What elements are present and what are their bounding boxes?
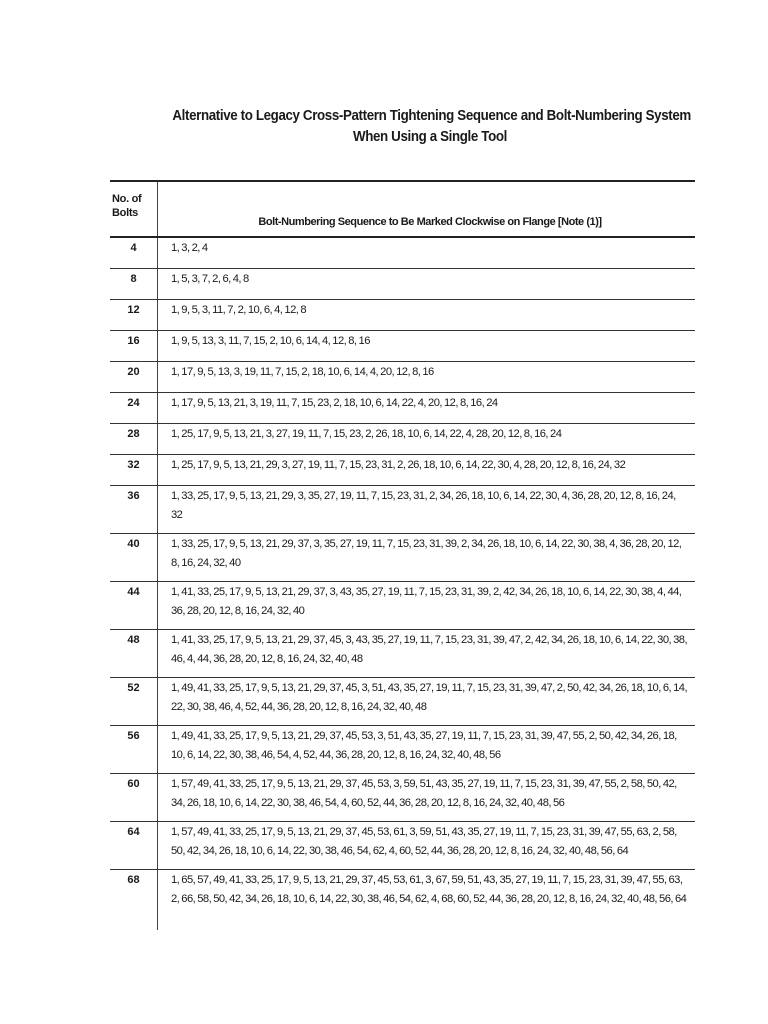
table-row [110,238,695,269]
bolt-sequence: 1, 33, 25, 17, 9, 5, 13, 21, 29, 37, 3, 35, 27, 19, 11, 7, 15, 23, 31, 39, 2, 34, 26, 18, 10, 6, 14, 22, 30, 38, 4, 36, 28, 20, 12, 8, 16, 24, 32, 40 [171,538,682,569]
bolt-count: 12 [110,300,158,330]
bolt-sequence: 1, 57, 49, 41, 33, 25, 17, 9, 5, 13, 21, 29, 37, 45, 53, 61, 3, 59, 51, 43, 35, 27, 19, 11, 7, 15, 23, 31, 39, 47, 55, 63, 2, 58, 50, 42, 34, 26, 18, 10, 6, 14, 22, 30, 38, 46, 54, 62, 4, 60, 52, 44, 36, 28, 20, 12, 8, 16, 24, 32, 40, 48, 56, 64 [171,826,677,857]
title-line-1: Alternative to Legacy Cross-Pattern Tightening Sequence and Bolt-Numbering System [172,108,691,124]
table-row [110,424,695,455]
bolt-sequence: 1, 25, 17, 9, 5, 13, 21, 29, 3, 27, 19, 11, 7, 15, 23, 31, 2, 26, 18, 10, 6, 14, 22, 30, 4, 28, 20, 12, 8, 16, 24, 32 [171,459,626,471]
bolt-sequence: 1, 17, 9, 5, 13, 21, 3, 19, 11, 7, 15, 23, 2, 18, 10, 6, 14, 22, 4, 20, 12, 8, 16, 24 [171,397,498,409]
page-title [172,106,691,148]
table-row [110,331,695,362]
bolt-count: 16 [110,331,158,361]
title-line-2: When Using a Single Tool [353,129,507,145]
bolt-count: 44 [110,582,158,629]
table-row [110,393,695,424]
bolt-count: 60 [110,774,158,821]
bolt-sequence: 1, 25, 17, 9, 5, 13, 21, 3, 27, 19, 11, 7, 15, 23, 2, 26, 18, 10, 6, 14, 22, 4, 28, 20, 12, 8, 16, 24 [171,428,562,440]
table-row [110,534,695,582]
bolt-count: 20 [110,362,158,392]
bolt-count: 36 [110,486,158,533]
table-row [110,455,695,486]
bolt-sequence: 1, 17, 9, 5, 13, 3, 19, 11, 7, 15, 2, 18, 10, 6, 14, 4, 20, 12, 8, 16 [171,366,434,378]
bolt-count: 28 [110,424,158,454]
bolt-sequence: 1, 41, 33, 25, 17, 9, 5, 13, 21, 29, 37, 45, 3, 43, 35, 27, 19, 11, 7, 15, 23, 31, 39, 47, 2, 42, 34, 26, 18, 10, 6, 14, 22, 30, 38, 46, 4, 44, 36, 28, 20, 12, 8, 16, 24, 32, 40, 48 [171,634,688,665]
bolt-sequence: 1, 49, 41, 33, 25, 17, 9, 5, 13, 21, 29, 37, 45, 3, 51, 43, 35, 27, 19, 11, 7, 15, 23, 31, 39, 47, 2, 50, 42, 34, 26, 18, 10, 6, 14, 22, 30, 38, 46, 4, 52, 44, 36, 28, 20, 12, 8, 16, 24, 32, 40, 48 [171,682,688,713]
bolt-count: 8 [110,269,158,299]
bolt-sequence: 1, 5, 3, 7, 2, 6, 4, 8 [171,273,249,285]
bolt-count: 24 [110,393,158,423]
table-row [110,362,695,393]
header-sequence: Bolt-Numbering Sequence to Be Marked Clockwise on Flange [Note (1)] [258,216,602,228]
table-row [110,678,695,726]
bolt-sequence: 1, 41, 33, 25, 17, 9, 5, 13, 21, 29, 37, 3, 43, 35, 27, 19, 11, 7, 15, 23, 31, 39, 2, 42, 34, 26, 18, 10, 6, 14, 22, 30, 38, 4, 44, 36, 28, 20, 12, 8, 16, 24, 32, 40 [171,586,682,617]
table-row [110,726,695,774]
bolt-sequence: 1, 65, 57, 49, 41, 33, 25, 17, 9, 5, 13, 21, 29, 37, 45, 53, 61, 3, 67, 59, 51, 43, 35, 27, 19, 11, 7, 15, 23, 31, 39, 47, 55, 63, 2, 66, 58, 50, 42, 34, 26, 18, 10, 6, 14, 22, 30, 38, 46, 54, 62, 4, 68, 60, 52, 44, 36, 28, 20, 12, 8, 16, 24, 32, 40, 48, 56, 64 [171,874,687,905]
bolt-sequence: 1, 3, 2, 4 [171,242,208,254]
table-row [110,870,695,930]
bolt-sequence: 1, 49, 41, 33, 25, 17, 9, 5, 13, 21, 29, 37, 45, 53, 3, 51, 43, 35, 27, 19, 11, 7, 15, 23, 31, 39, 47, 55, 2, 50, 42, 34, 26, 18, 10, 6, 14, 22, 30, 38, 46, 54, 4, 52, 44, 36, 28, 20, 12, 8, 16, 24, 32, 40, 48, 56 [171,730,677,761]
bolt-sequence: 1, 57, 49, 41, 33, 25, 17, 9, 5, 13, 21, 29, 37, 45, 53, 3, 59, 51, 43, 35, 27, 19, 11, 7, 15, 23, 31, 39, 47, 55, 2, 58, 50, 42, 34, 26, 18, 10, 6, 14, 22, 30, 38, 46, 54, 4, 60, 52, 44, 36, 28, 20, 12, 8, 16, 24, 32, 40, 48, 56 [171,778,677,809]
bolt-count: 56 [110,726,158,773]
bolt-sequence: 1, 33, 25, 17, 9, 5, 13, 21, 29, 3, 35, 27, 19, 11, 7, 15, 23, 31, 2, 34, 26, 18, 10, 6, 14, 22, 30, 4, 36, 28, 20, 12, 8, 16, 24, 32 [171,490,676,521]
table-row [110,822,695,870]
table-row [110,582,695,630]
bolt-count: 68 [110,870,158,930]
bolt-sequence-table [110,180,695,933]
bolt-count: 64 [110,822,158,869]
header-no-of-bolts: No. of Bolts [110,182,158,236]
bolt-sequence: 1, 9, 5, 13, 3, 11, 7, 15, 2, 10, 6, 14, 4, 12, 8, 16 [171,335,370,347]
bolt-count: 40 [110,534,158,581]
table-row [110,486,695,534]
bolt-count: 52 [110,678,158,725]
table-row [110,269,695,300]
table-header [110,182,695,238]
table-row [110,774,695,822]
table-row [110,630,695,678]
bolt-count: 48 [110,630,158,677]
bolt-sequence: 1, 9, 5, 3, 11, 7, 2, 10, 6, 4, 12, 8 [171,304,307,316]
bolt-count: 32 [110,455,158,485]
table-row [110,300,695,331]
bolt-count: 4 [110,238,158,268]
